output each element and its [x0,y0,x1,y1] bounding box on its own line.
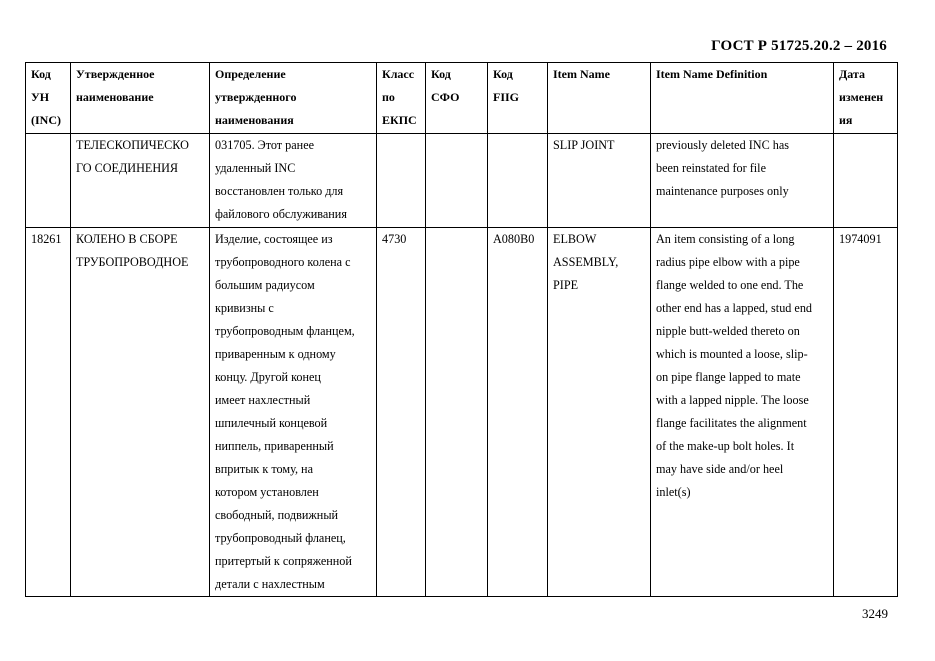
col-header-item-def: Item Name Definition [651,63,834,134]
cell-inc [26,134,71,228]
cell-fiig [488,134,548,228]
cell-definition: Изделие, состоящее из трубопроводного колена с большим радиусом кривизны с трубопроводным фланцем, приваренным к одному концу. Другой конец имеет нахлестный шпилечный концевой ниппель, приваренный впритык к тому, на котором установлен свободный, подвижный трубопроводный фланец, притертый к сопряженной детали с нахлестным [210,228,377,597]
page-number: 3249 [862,606,888,621]
table-row [26,134,898,228]
cell-name: КОЛЕНО В СБОРЕ ТРУБОПРОВОДНОЕ [71,228,210,597]
document-header: ГОСТ Р 51725.20.2 – 2016 [711,38,887,54]
col-header-name: Утвержденное наименование [71,63,210,134]
table-header-row [26,63,898,134]
cell-item-def: An item consisting of a long radius pipe elbow with a pipe flange welded to one end. The other end has a lapped, stud end nipple butt-welded thereto on which is mounted a loose, slip- on pipe flange lapped to mate with a lapped nipple. The loose flange facilitates the alignment of the make-up bolt holes. It may have side and/or heel inlet(s) [651,228,834,597]
cell-date [834,134,898,228]
col-header-sfo: Код СФО [426,63,488,134]
cell-item-name: SLIP JOINT [548,134,651,228]
cell-fiig: A080B0 [488,228,548,597]
col-header-date: Дата изменен ия [834,63,898,134]
cell-sfo [426,228,488,597]
col-header-inc: Код УН (INC) [26,63,71,134]
col-header-class: Класс по ЕКПС [377,63,426,134]
cell-definition: 031705. Этот ранее удаленный INC восстановлен только для файлового обслуживания [210,134,377,228]
cell-item-name: ELBOW ASSEMBLY, PIPE [548,228,651,597]
cell-sfo [426,134,488,228]
col-header-definition: Определение утвержденного наименования [210,63,377,134]
cell-name: ТЕЛЕСКОПИЧЕСКО ГО СОЕДИНЕНИЯ [71,134,210,228]
col-header-item-name: Item Name [548,63,651,134]
cell-date: 1974091 [834,228,898,597]
table-row [26,228,898,597]
cell-class: 4730 [377,228,426,597]
cell-inc: 18261 [26,228,71,597]
cell-class [377,134,426,228]
catalog-table [25,62,898,597]
cell-item-def: previously deleted INC has been reinstated for file maintenance purposes only [651,134,834,228]
col-header-fiig: Код FIIG [488,63,548,134]
